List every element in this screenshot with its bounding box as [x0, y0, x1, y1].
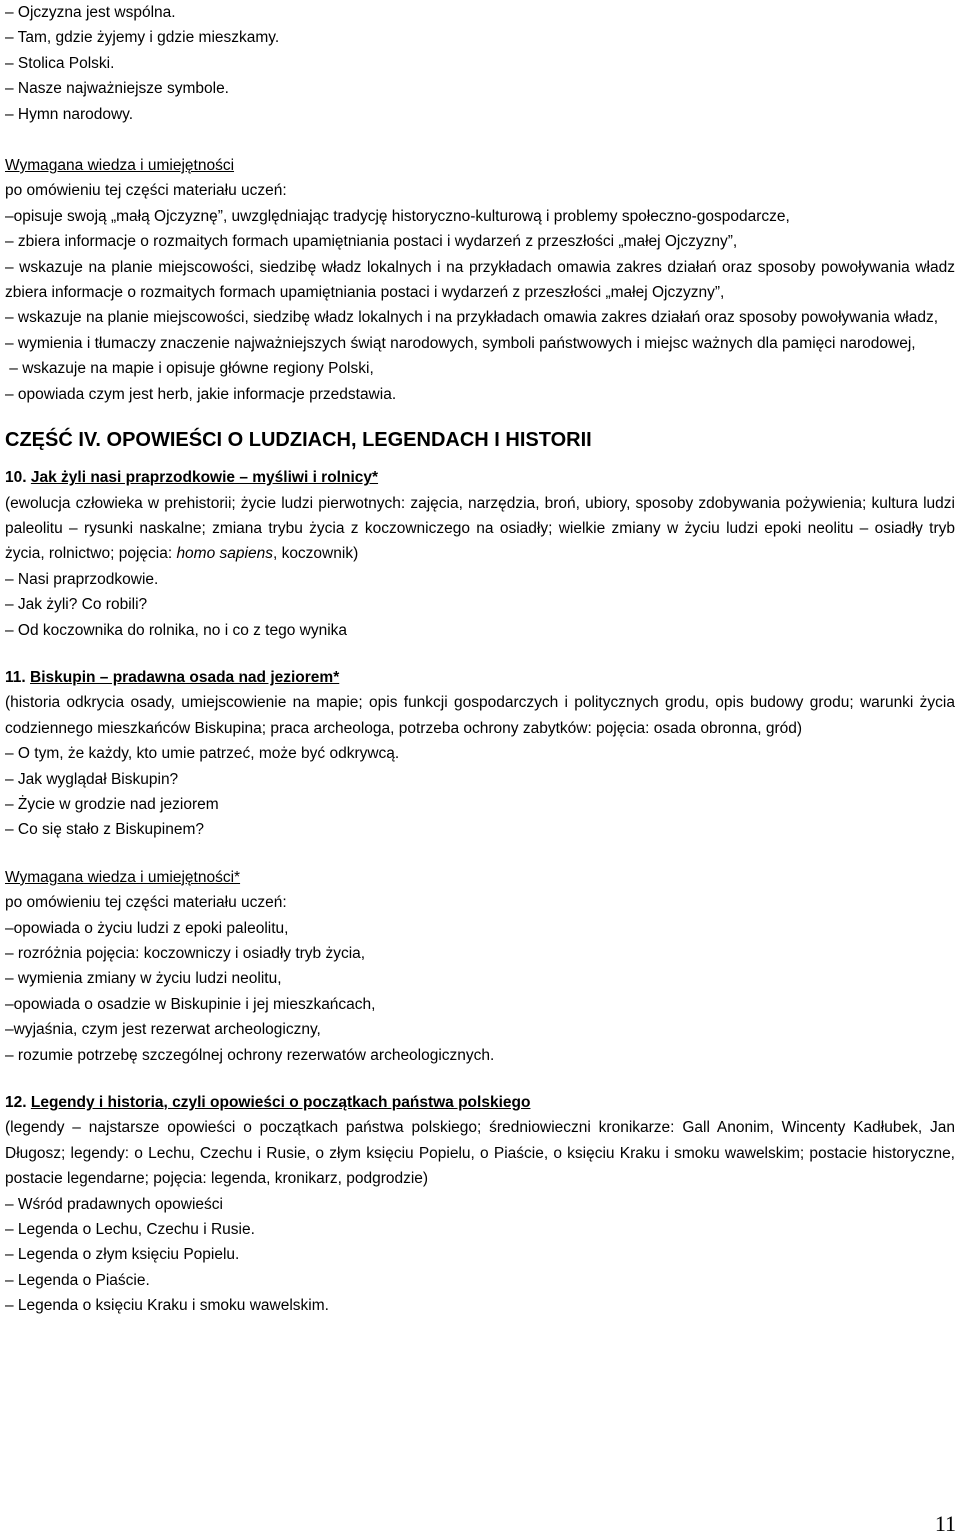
list-item: – O tym, że każdy, kto umie patrzeć, może być odkrywcą. [5, 745, 400, 763]
list-item: – Życie w grodzie nad jeziorem [5, 795, 219, 813]
list-item: –opowiada o osadzie w Biskupinie i jej mieszkańcach, [5, 995, 376, 1013]
list-item: – Nasi praprzodkowie. [5, 570, 159, 588]
topic-title: Biskupin – pradawna osada nad jeziorem* [30, 668, 340, 686]
list-item: – wskazuje na planie miejscowości, siedzibę władz lokalnych i na przykładach omawia zakres działań oraz sposoby powoływania władz, [5, 309, 939, 327]
list-item: – Legenda o Lechu, Czechu i Rusie. [5, 1221, 255, 1239]
requirements-section-2 [5, 865, 955, 1068]
list-item: – Legenda o złym księciu Popielu. [5, 1246, 240, 1264]
list-item: – Co się stało z Biskupinem? [5, 821, 205, 839]
requirements-title: Wymagana wiedza i umiejętności [5, 157, 235, 175]
list-item: – Wśród pradawnych opowieści [5, 1195, 223, 1213]
requirements-title: Wymagana wiedza i umiejętności* [5, 868, 241, 886]
topic-number: 10. [5, 469, 27, 487]
requirements-subtitle: po omówieniu tej części materiału uczeń: [5, 894, 287, 912]
list-item: – wskazuje na planie miejscowości, siedzibę władz lokalnych i na przykładach omawia zakres działań oraz sposoby powoływania władz zbiera informacje o rozmaitych formach upamiętniania postaci i wydarzeń z przeszłości „małej Ojczyzny”, [5, 258, 955, 302]
list-item: – Legenda o księciu Kraku i smoku wawelskim. [5, 1297, 329, 1315]
topic-heading [5, 1090, 955, 1115]
topic-title: Jak żyli nasi praprzodkowie – myśliwi i rolnicy* [30, 469, 379, 487]
page-number: 11 [934, 1511, 956, 1536]
topic-number: 11. [5, 668, 26, 686]
list-item: – Jak wyglądał Biskupin? [5, 770, 179, 788]
list-item: – Hymn narodowy. [5, 105, 134, 123]
part-heading: CZĘŚĆ IV. OPOWIEŚCI O LUDZIACH, LEGENDACH I HISTORII [5, 429, 592, 452]
topic-number: 12. [5, 1094, 27, 1112]
topic-heading [5, 665, 955, 690]
document-page [5, 0, 955, 1319]
list-item: – Od koczownika do rolnika, no i co z tego wynika [5, 621, 348, 639]
topic-description: (historia odkrycia osady, umiejscowienie na mapie; opis funkcji gospodarczych i politycznych grodu, opis budowy grodu; warunki życia codziennego mieszkańców Biskupina; praca archeologa, potrzeba ochrony zabytków: pojęcia: osada obronna, gród) [5, 694, 955, 737]
list-item: – Jak żyli? Co robili? [5, 596, 148, 614]
list-item: – Ojczyzna jest wspólna. [5, 4, 176, 21]
list-item: – rozumie potrzebę szczególnej ochrony rezerwatów archeologicznych. [5, 1046, 495, 1064]
list-item: – Stolica Polski. [5, 54, 115, 72]
topic-11 [5, 665, 955, 843]
list-item: – Tam, gdzie żyjemy i gdzie mieszkamy. [5, 29, 280, 47]
list-item: – wskazuje na mapie i opisuje główne regiony Polski, [5, 360, 374, 378]
requirements-section-1 [5, 153, 955, 407]
list-item: – zbiera informacje o rozmaitych formach upamiętniania postaci i wydarzeń z przeszłości „małej Ojczyzny”, [5, 233, 738, 251]
list-item: –opowiada o życiu ludzi z epoki paleolitu, [5, 919, 289, 937]
list-item: – wymienia zmiany w życiu ludzi neolitu, [5, 970, 282, 988]
requirements-subtitle: po omówieniu tej części materiału uczeń: [5, 182, 287, 200]
intro-list [5, 0, 955, 127]
topic-10 [5, 465, 955, 643]
list-item: – Nasze najważniejsze symbole. [5, 80, 229, 98]
list-item: – rozróżnia pojęcia: koczowniczy i osiadły tryb życia, [5, 945, 366, 962]
topic-title: Legendy i historia, czyli opowieści o początkach państwa polskiego [30, 1094, 531, 1112]
list-item: – Legenda o Piaście. [5, 1271, 150, 1289]
topic-12 [5, 1090, 955, 1319]
topic-description: (legendy – najstarsze opowieści o początkach państwa polskiego; średniowieczni kronikarze: Gall Anonim, Wincenty Kadłubek, Jan Długosz; legendy: o Lechu, Czechu i Rusie, o złym księciu Popielu, o Piaście, o księciu Kraku i smoku wawelskim; postacie historyczne, postacie legendarne; pojęcia: legenda, kronikarz, podgrodzie) [5, 1119, 955, 1188]
list-item: –wyjaśnia, czym jest rezerwat archeologiczny, [5, 1021, 321, 1039]
list-item: – wymienia i tłumaczy znaczenie najważniejszych świąt narodowych, symboli państwowych i miejsc ważnych dla pamięci narodowej, [5, 334, 916, 352]
list-item: –opisuje swoją „małą Ojczyznę”, uwzględniając tradycję historyczno-kulturową i problemy społeczno-gospodarcze, [5, 207, 790, 225]
list-item: – opowiada czym jest herb, jakie informacje przedstawia. [5, 385, 397, 403]
topic-description: (ewolucja człowieka w prehistorii; życie ludzi pierwotnych: zajęcia, narzędzia, broń, ubiory, sposoby zdobywania pożywienia; kultura ludzi paleolitu – rysunki naskalne; zmiana trybu życia z koczowniczego na osiadły; wielkie zmiany w życiu ludzi epoki neolitu – osiadły tryb życia, rolnictwo; pojęcia: homo sapiens, koczownik) [5, 494, 955, 563]
topic-heading [5, 465, 955, 490]
